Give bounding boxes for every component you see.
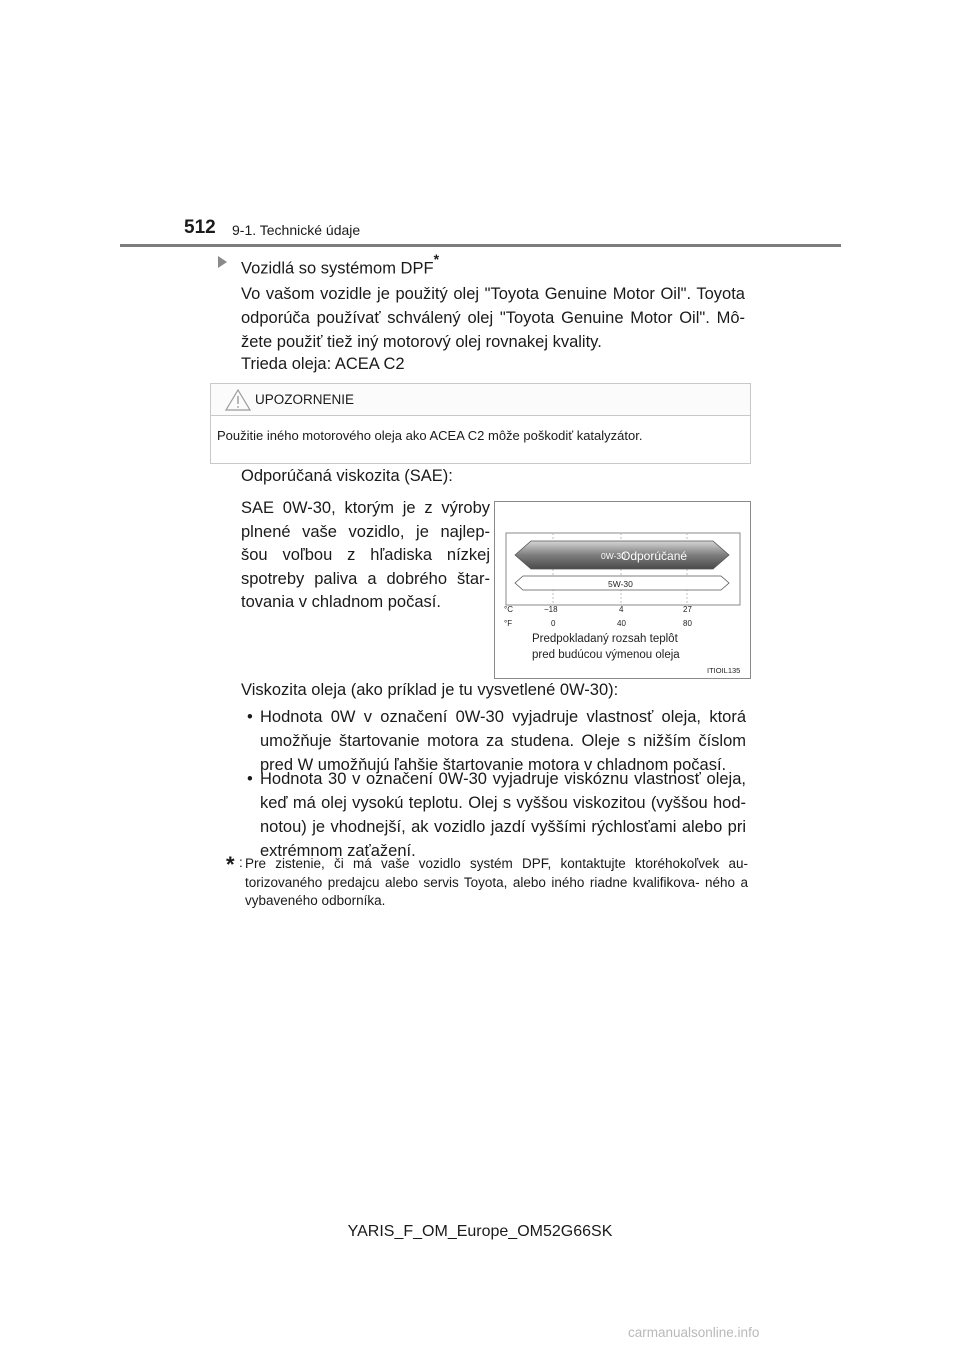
figure-id: ITIOIL135: [707, 666, 741, 675]
unit-fahrenheit: °F: [504, 619, 513, 628]
footnote-asterisk: *: [226, 852, 235, 877]
bullet-item: Hodnota 0W v označení 0W-30 vyjadruje vlastnosť oleja, ktorá umožňuje štartovanie motora za studena. Oleje s nižším číslom pred W umožňujú ľahšie štartovanie motora v chladnom počasí.: [260, 708, 746, 774]
recommended-grade-label: 0W-30: [601, 551, 626, 561]
tick-f-0: 0: [551, 619, 556, 628]
warning-triangle-icon: [225, 389, 251, 416]
viscosity-diagram: [494, 501, 751, 679]
dpf-paragraph: Vo vašom vozidle je použitý olej "Toyota Genuine Motor Oil". Toyota odporúča používať schválený olej "Toyota Genuine Motor Oil". Mô- žete použiť tiež iný motorový olej rovnakej kvality.: [241, 285, 745, 351]
tick-c-2: 27: [683, 605, 692, 614]
tick-c-1: 4: [619, 605, 624, 614]
footnote-colon: :: [239, 855, 243, 870]
bullet-symbol: •: [247, 770, 253, 788]
bullet-item: Hodnota 30 v označení 0W-30 vyjadruje viskóznu vlastnosť oleja, keď má olej vysokú teplotu. Olej s vyššou viskozitou (vyššou hod- notou) je vhodnejší, ak vozidlo jazdí vyššími rýchlosťami alebo pri extrémnom zaťažení.: [260, 770, 746, 860]
dpf-heading: [241, 251, 440, 279]
dpf-heading-asterisk: *: [433, 251, 440, 267]
viscosity-chart: [495, 502, 750, 678]
footnote-text: Pre zistenie, či má vaše vozidlo systém DPF, kontaktujte ktoréhokoľvek au- torizovaného predajcu alebo servis Toyota, alebo iného riadne kvalifikova- ného a vybaveného odborníka.: [245, 856, 748, 908]
warning-box: [210, 383, 751, 464]
alt-grade-label: 5W-30: [608, 579, 633, 589]
page-number: 512: [184, 217, 216, 238]
viscosity-paragraph: SAE 0W-30, ktorým je z výroby plnené vaše vozidlo, je najlep- šou voľbou z hľadiska nízkej spotreby paliva a dobrého štar- tovania v chladnom počasí.: [241, 499, 490, 611]
footer-doc-code: YARIS_F_OM_Europe_OM52G66SK: [347, 1223, 613, 1240]
caption-line-2: pred budúcou výmenou oleja: [532, 649, 680, 661]
warning-text: Použitie iného motorového oleja ako ACEA C2 môže poškodiť katalyzátor.: [217, 428, 643, 443]
recommended-label: Odporúčané: [621, 549, 688, 563]
oil-class: Trieda oleja: ACEA C2: [241, 355, 405, 373]
warning-header: [211, 384, 750, 416]
bullet-symbol: •: [247, 708, 253, 726]
tick-f-1: 40: [617, 619, 626, 628]
section-title: 9-1. Technické údaje: [232, 222, 361, 238]
tick-c-0: −18: [544, 605, 558, 614]
tick-f-2: 80: [683, 619, 692, 628]
caption-line-1: Predpokladaný rozsah teplôt: [532, 633, 678, 645]
dpf-heading-text: Vozidlá so systémom DPF: [241, 259, 434, 278]
section-marker-icon: [218, 256, 227, 268]
watermark: carmanualsonline.info: [628, 1325, 760, 1340]
header-rule: [120, 244, 841, 247]
warning-title: UPOZORNENIE: [255, 392, 355, 407]
viscosity-title: Odporúčaná viskozita (SAE):: [241, 467, 453, 485]
viscosity-example-intro: Viskozita oleja (ako príklad je tu vysvetlené 0W-30):: [241, 681, 619, 699]
unit-celsius: °C: [504, 605, 513, 614]
